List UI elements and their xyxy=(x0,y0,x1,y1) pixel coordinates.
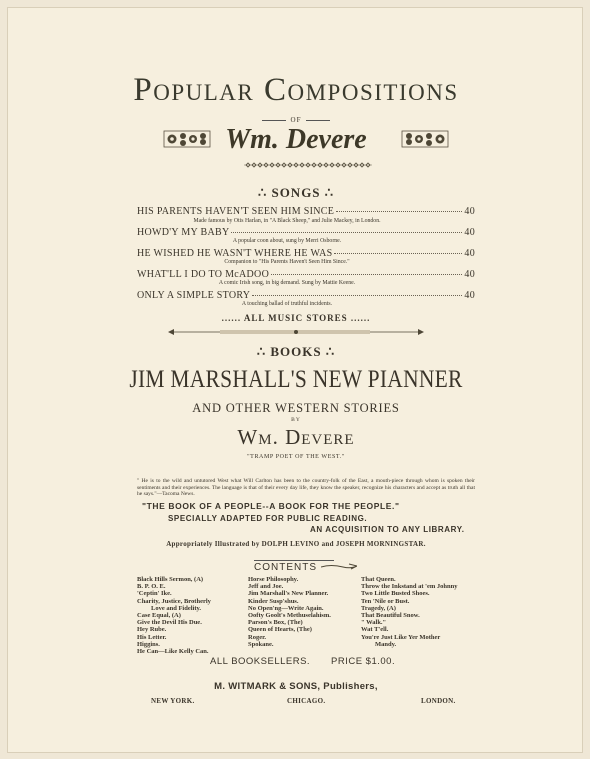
song-row-5 xyxy=(137,290,475,301)
song-title: HIS PARENTS HAVEN'T SEEN HIM SINCE xyxy=(137,206,335,217)
contents-column-1 xyxy=(137,576,211,655)
contents-item: That Beautiful Snow. xyxy=(361,612,420,620)
contents-item: He Can—Like Kelly Can. xyxy=(137,648,209,656)
book-price: PRICE $1.00. xyxy=(331,656,396,667)
contents-item: Roger. xyxy=(248,633,266,641)
contents-item: Jim Marshall's New Planner. xyxy=(248,590,329,598)
contents-column-2 xyxy=(248,576,331,648)
illustrators-line: Appropriately Illustrated by DOLPH LEVINO and JOSEPH MORNINGSTAR. xyxy=(166,540,426,548)
song-title: ONLY A SIMPLE STORY xyxy=(137,290,251,301)
songs-heading: ∴ SONGS ∴ xyxy=(257,185,335,200)
song-row-4 xyxy=(137,269,475,280)
book-subtitle: AND OTHER WESTERN STORIES xyxy=(192,401,400,415)
contents-item: That Queen. xyxy=(361,576,396,583)
contents-item: Black Hills Sermon, (A) xyxy=(137,576,204,583)
author-name: Wm. Devere xyxy=(225,124,367,155)
song-price: 40 xyxy=(464,290,475,301)
book-tagline-2: SPECIALLY ADAPTED FOR PUBLIC READING. xyxy=(168,514,368,523)
song-row-1 xyxy=(137,206,475,217)
contents-item: 'Ceptin' Ike. xyxy=(137,590,172,598)
song-title: HOWD'Y MY BABY xyxy=(137,227,230,238)
contents-item: Wat T'ell. xyxy=(361,626,389,634)
page-title: Popular Compositions xyxy=(133,72,459,108)
song-price: 40 xyxy=(464,227,475,238)
contents-rule xyxy=(254,560,334,561)
contents-item: Hey Rube. xyxy=(137,626,167,634)
song-row-3 xyxy=(137,248,475,259)
song-price: 40 xyxy=(464,206,475,217)
contents-item: Love and Fidelity. xyxy=(151,604,202,612)
book-author: Wm. Devere xyxy=(237,425,355,449)
contents-item: Horse Philosophy. xyxy=(248,576,299,583)
tramp-poet-tagline: "TRAMP POET OF THE WEST." xyxy=(247,454,345,460)
song-price: 40 xyxy=(464,269,475,280)
books-heading: ∴ BOOKS ∴ xyxy=(256,344,336,359)
pointing-flourish-icon xyxy=(321,563,357,571)
song-note: A popular coon about, sung by Merri Osborne. xyxy=(232,238,342,244)
contents-item: " Walk." xyxy=(361,619,387,627)
song-note: Made famous by Otis Harlan, in "A Black Sheep," and Julie Mackey, in London. xyxy=(193,218,381,224)
contents-heading xyxy=(254,562,357,573)
contents-item: Oofty Goolt's Methuselahism. xyxy=(248,612,331,620)
contents-item: Kinder Susp'shus. xyxy=(248,597,299,605)
contents-item: Spokane. xyxy=(248,640,274,648)
dotted-divider-icon xyxy=(244,162,372,168)
contents-item: Queen of Hearts, (The) xyxy=(248,626,312,634)
contents-item: Parson's Box, (The) xyxy=(248,619,303,627)
contents-item: Jeff and Joe. xyxy=(248,583,284,591)
book-tagline-1: "THE BOOK OF A PEOPLE--A BOOK FOR THE PEOPLE." xyxy=(142,501,400,511)
all-booksellers: ALL BOOKSELLERS. xyxy=(210,656,311,667)
contents-item: Charity, Justice, Brotherly xyxy=(137,597,211,605)
city-chicago: CHICAGO. xyxy=(287,697,326,705)
review-quote: " He is to the wild and untutored West what Will Carlton has been to the country-folk of the East, a mouth-piece through whom is spoken their sentiments and their experiences. The language is that of their every day life, they know the speaker, recognize his characters and accept as truth all that he says."—Tacoma News. xyxy=(137,478,475,497)
contents-item: Ten 'Nile or Bust. xyxy=(361,597,410,605)
contents-item: B. P. O. E. xyxy=(137,583,166,591)
contents-label: CONTENTS xyxy=(254,562,317,573)
contents-item: Mandy. xyxy=(375,640,397,648)
song-title: HE WISHED HE WASN'T WHERE HE WAS xyxy=(137,248,333,259)
song-row-2 xyxy=(137,227,475,238)
city-london: LONDON. xyxy=(421,697,456,705)
contents-item: Throw the Inkstand at 'em Johnny xyxy=(361,583,458,591)
publisher-line: M. WITMARK & SONS, Publishers, xyxy=(214,681,378,692)
song-note: A comic Irish song, in big demand. Sung by Mattie Keene. xyxy=(218,280,356,286)
contents-item: Higgins. xyxy=(137,640,160,648)
song-price: 40 xyxy=(464,248,475,259)
section-divider-icon xyxy=(168,328,424,336)
of-label: OF xyxy=(290,116,302,124)
city-new-york: NEW YORK. xyxy=(151,697,195,705)
contents-item: His Letter. xyxy=(137,633,167,641)
song-title: WHAT'LL I DO TO McADOO xyxy=(137,269,270,280)
contents-column-3 xyxy=(361,576,458,648)
right-floral-ornament-icon xyxy=(401,128,449,150)
contents-item: You're Just Like Yer Mother xyxy=(361,633,441,641)
all-music-stores: ...... ALL MUSIC STORES ...... xyxy=(221,313,371,323)
contents-item: Tragedy, (A) xyxy=(361,604,396,612)
contents-item: Case Equal, (A) xyxy=(137,612,181,620)
book-title: JIM MARSHALL'S NEW PIANNER xyxy=(129,366,463,393)
of-line xyxy=(8,116,584,124)
book-tagline-3: AN ACQUISITION TO ANY LIBRARY. xyxy=(310,525,465,534)
contents-item: Give the Devil His Due. xyxy=(137,619,202,627)
song-note: Companion to "His Parents Haven't Seen Him Since." xyxy=(224,259,350,265)
song-note: A touching ballad of truthful incidents. xyxy=(241,301,333,307)
page-sheet xyxy=(7,7,583,753)
contents-item: No Open'ng—Write Again. xyxy=(248,604,324,612)
by-label: BY xyxy=(291,417,301,423)
contents-item: Two Little Busted Shoes. xyxy=(361,590,430,598)
